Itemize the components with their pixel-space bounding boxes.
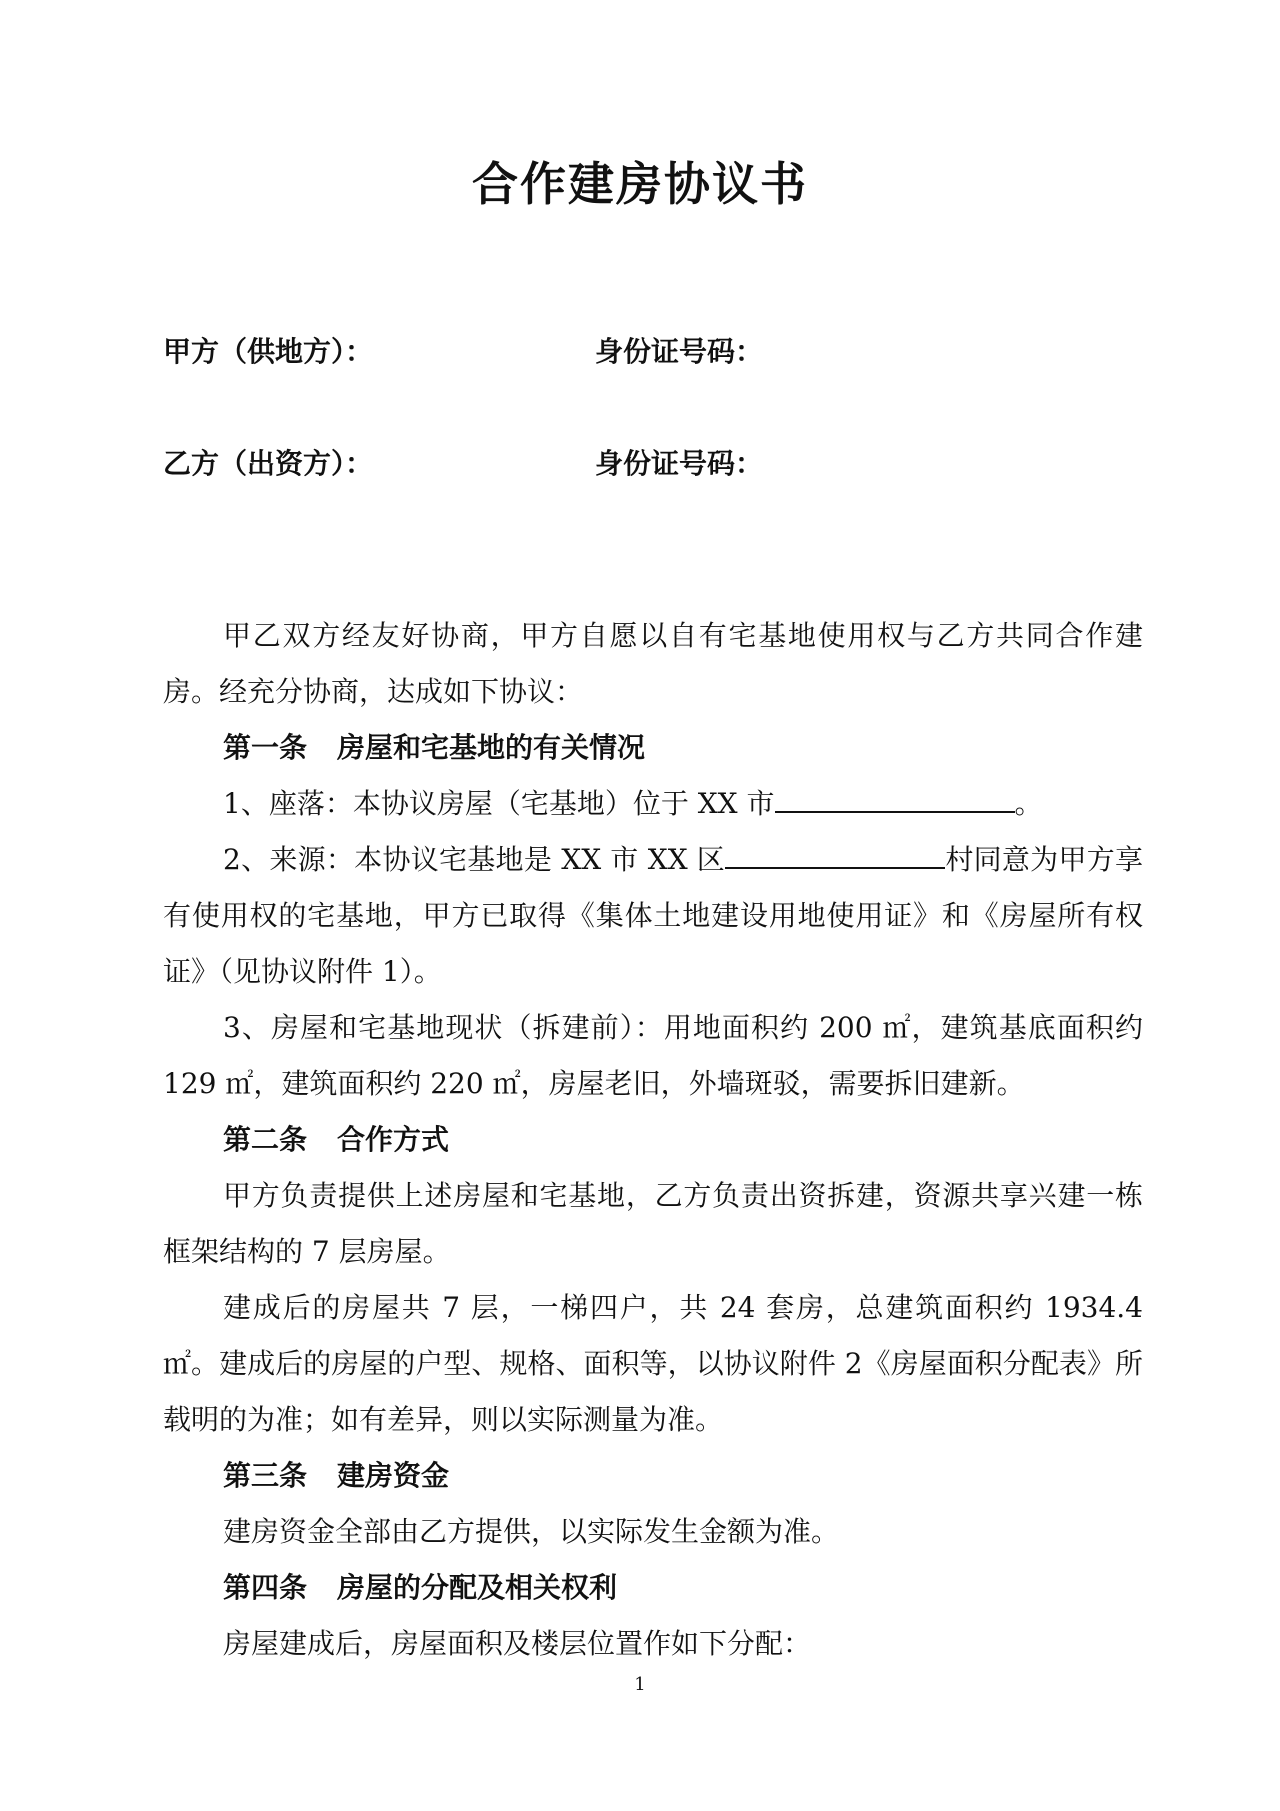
item-1-end: 。 (1014, 787, 1043, 820)
document-body (163, 608, 1143, 1672)
article-1-item-3: 3、房屋和宅基地现状（拆建前）：用地面积约 200 ㎡，建筑基底面积约 129 ㎡，建筑面积约 220 ㎡，房屋老旧，外墙斑驳，需要拆旧建新。 (163, 1011, 1143, 1100)
article-3-heading (163, 1448, 1143, 1504)
page-number: 1 (634, 1674, 646, 1695)
source-blank (725, 837, 945, 869)
item-2-rest: 村同意为甲方享有使用权的宅基地，甲方已取得《集体土地建设用地使用证》和《房屋所有权证》（见协议附件 1）。 (163, 843, 1143, 988)
item-1-text: 1、座落：本协议房屋（宅基地）位于 XX 市 (223, 787, 775, 820)
article-2-number: 第二条 (223, 1123, 308, 1156)
article-1-item-1 (163, 776, 1143, 832)
party-b-row (163, 442, 1143, 482)
location-blank (775, 781, 1015, 813)
party-b-id-label: 身份证号码： (595, 447, 764, 480)
intro-paragraph: 甲乙双方经友好协商，甲方自愿以自有宅基地使用权与乙方共同合作建房。经充分协商，达成如下协议： (163, 619, 1143, 708)
article-1-item-2 (163, 832, 1143, 1000)
article-2-heading (163, 1112, 1143, 1168)
article-3-number: 第三条 (223, 1459, 308, 1492)
article-1-heading (163, 720, 1143, 776)
article-2-paragraph-2: 建成后的房屋共 7 层，一梯四户，共 24 套房，总建筑面积约 1934.4 ㎡。建成后的房屋的户型、规格、面积等，以协议附件 2《房屋面积分配表》所载明的为准；如有差异，则以实际测量为准。 (163, 1291, 1143, 1436)
party-a-id-label: 身份证号码： (595, 335, 764, 368)
item-2-text: 2、来源：本协议宅基地是 XX 市 XX 区 (223, 843, 726, 876)
party-a-row (163, 330, 1143, 370)
article-3-title: 建房资金 (337, 1459, 450, 1492)
article-1-title: 房屋和宅基地的有关情况 (337, 731, 646, 764)
article-1-number: 第一条 (223, 731, 308, 764)
article-4-paragraph-1: 房屋建成后，房屋面积及楼层位置作如下分配： (223, 1627, 812, 1660)
article-4-title: 房屋的分配及相关权利 (337, 1571, 618, 1604)
party-b-label: 乙方（出资方）： (163, 447, 374, 480)
article-2-paragraph-1: 甲方负责提供上述房屋和宅基地，乙方负责出资拆建，资源共享兴建一栋框架结构的 7 层房屋。 (163, 1179, 1143, 1268)
article-4-heading (163, 1560, 1143, 1616)
article-2-title: 合作方式 (337, 1123, 450, 1156)
document-title: 合作建房协议书 (472, 157, 808, 211)
article-4-number: 第四条 (223, 1571, 308, 1604)
article-3-paragraph-1: 建房资金全部由乙方提供，以实际发生金额为准。 (223, 1515, 840, 1548)
party-a-label: 甲方（供地方）： (163, 335, 374, 368)
